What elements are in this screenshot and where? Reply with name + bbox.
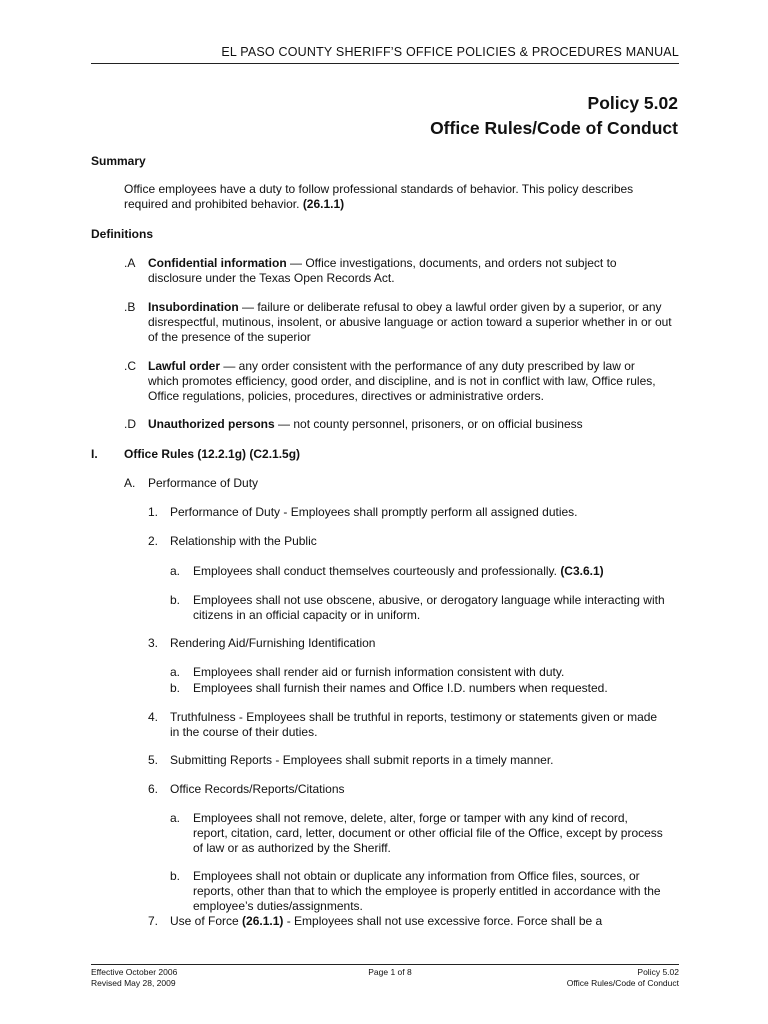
definition-term: Insubordination xyxy=(148,300,239,314)
rule-number: 2. xyxy=(148,534,159,548)
header-rule xyxy=(91,63,679,64)
definition-text: — any order consistent with the performance of any duty prescribed by law or which promotes efficiency, good order, and discipline, and is not in conflict with law, Office rules, Office regulations, policies, procedures, directives or administrative orders. xyxy=(148,359,656,403)
definition-letter-b: .B xyxy=(124,300,136,314)
definition-lawful-order xyxy=(148,359,663,404)
rule-number: 5. xyxy=(148,753,159,767)
policy-number: Policy 5.02 xyxy=(587,93,678,113)
item-render-aid: Employees shall render aid or furnish information consistent with duty. xyxy=(193,665,565,679)
summary-ref: (26.1.1) xyxy=(302,197,345,211)
rule-ref: (26.1.1) xyxy=(242,914,284,928)
footer-effective-date: Effective October 2006 xyxy=(91,967,178,977)
definition-unauthorized-persons xyxy=(148,417,668,432)
definition-insubordination xyxy=(148,300,676,345)
item-text: Employees shall conduct themselves courteously and professionally. xyxy=(193,564,557,578)
footer-policy-title: Office Rules/Code of Conduct xyxy=(566,978,679,988)
rule-number: 6. xyxy=(148,782,159,796)
definition-letter-c: .C xyxy=(124,359,136,373)
item-letter: a. xyxy=(170,665,181,679)
definition-text: — Office investigations, documents, and orders not subject to disclosure under the Texas Open Records Act. xyxy=(148,256,617,285)
rule-number: 1. xyxy=(148,505,159,519)
item-no-tampering: Employees shall not remove, delete, alter, forge or tamper with any kind of record, report, citation, card, letter, document or other official file of the Office, except by process of law or as authorized by the Sheriff. xyxy=(193,811,663,855)
rule-performance-of-duty: Performance of Duty - Employees shall promptly perform all assigned duties. xyxy=(170,505,578,519)
rule-number: 3. xyxy=(148,636,159,650)
rule-submitting-reports: Submitting Reports - Employees shall submit reports in a timely manner. xyxy=(170,753,554,767)
manual-header: EL PASO COUNTY SHERIFF’S OFFICE POLICIES & PROCEDURES MANUAL xyxy=(221,45,679,59)
rule-rendering-aid: Rendering Aid/Furnishing Identification xyxy=(170,636,376,650)
section-numeral: I. xyxy=(91,447,98,461)
summary-text xyxy=(124,182,669,212)
definition-term: Unauthorized persons xyxy=(148,417,275,431)
subsection-letter: A. xyxy=(124,476,136,490)
item-letter: b. xyxy=(170,869,181,883)
item-letter: a. xyxy=(170,564,181,578)
item-letter: b. xyxy=(170,593,181,607)
definition-letter-d: .D xyxy=(124,417,136,431)
rule-relationship-with-public: Relationship with the Public xyxy=(170,534,317,548)
policy-title: Office Rules/Code of Conduct xyxy=(430,118,678,138)
rule-truthfulness: Truthfulness - Employees shall be truthful in reports, testimony or statements given or made in the course of their duties. xyxy=(170,710,658,739)
footer-rule xyxy=(91,964,679,965)
section-heading: Office Rules (12.2.1g) (C2.1.5g) xyxy=(124,447,301,461)
summary-heading: Summary xyxy=(91,154,146,168)
subsection-title: Performance of Duty xyxy=(148,476,259,490)
definition-text: — failure or deliberate refusal to obey a lawful order given by a superior, or any disrespectful, mutinous, insolent, or abusive language or action toward a superior whether in or out of the presence of the superior xyxy=(148,300,672,344)
item-letter: a. xyxy=(170,811,181,825)
definition-term: Confidential information xyxy=(148,256,287,270)
footer-page-number: Page 1 of 8 xyxy=(368,967,412,977)
item-ref: (C3.6.1) xyxy=(560,564,604,578)
definition-letter-a: .A xyxy=(124,256,136,270)
rule-office-records: Office Records/Reports/Citations xyxy=(170,782,345,796)
definition-text: — not county personnel, prisoners, or on official business xyxy=(274,417,583,431)
rule-text: - Employees shall not use excessive force. Force shall be a xyxy=(283,914,603,928)
rule-use-of-force xyxy=(170,914,670,929)
definition-term: Lawful order xyxy=(148,359,221,373)
item-letter: b. xyxy=(170,681,181,695)
rule-number: 4. xyxy=(148,710,159,724)
footer-policy-number: Policy 5.02 xyxy=(637,967,679,977)
item-courteous-conduct xyxy=(193,564,673,579)
definitions-heading: Definitions xyxy=(91,227,153,241)
footer-revised-date: Revised May 28, 2009 xyxy=(91,978,176,988)
rule-text: Use of Force xyxy=(170,914,243,928)
definition-confidential-information xyxy=(148,256,658,286)
summary-body: Office employees have a duty to follow professional standards of behavior. This policy describes required and prohibited behavior. xyxy=(124,182,634,211)
rule-number: 7. xyxy=(148,914,159,928)
item-no-obscene-language: Employees shall not use obscene, abusive, or derogatory language while interacting with citizens in an official capacity or in uniform. xyxy=(193,593,665,622)
item-furnish-names: Employees shall furnish their names and Office I.D. numbers when requested. xyxy=(193,681,608,695)
item-no-duplication: Employees shall not obtain or duplicate any information from Office files, sources, or reports, other than that to which the employee is properly entitled in accordance with the employee’s duties/assignments. xyxy=(193,869,661,913)
